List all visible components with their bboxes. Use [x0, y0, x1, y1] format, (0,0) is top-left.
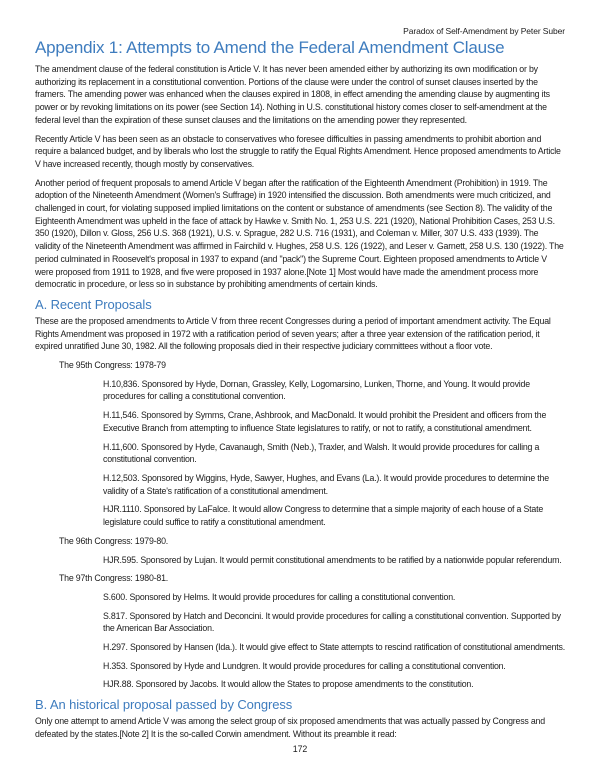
- section-b-intro: Only one attempt to amend Article V was among the select group of six proposed amendments that was actually passed by Congress and defeated by the states.[Note 2] It is the so-called Corwin amendment. Without its preamble it read:: [35, 716, 545, 739]
- page-number: 172: [292, 743, 308, 754]
- intro-paragraph-2: Recently Article V has been seen as an obstacle to conservatives who foresee difficulties in passing amendments to prohibit abortion and require a balanced budget, and by liberals who lost the struggle to ratify the Equal Rights Amendment. Hence proposed amendments to Article V have increased recently, though mostly by conservatives.: [35, 133, 561, 169]
- congress-label-97th: The 97th Congress: 1980-81.: [59, 573, 169, 584]
- proposal-item: S.600. Sponsored by Helms. It would provide procedures for calling a constitutional convention.: [103, 591, 456, 602]
- running-header: Paradox of Self-Amendment by Peter Suber: [403, 26, 565, 36]
- proposal-item: HJR.1110. Sponsored by LaFalce. It would allow Congress to determine that a simple majority of each house of a State legislature could suffice to ratify a constitutional amendment.: [103, 504, 544, 528]
- page-title: Appendix 1: Attempts to Amend the Federal Amendment Clause: [35, 38, 505, 57]
- section-a-intro: These are the proposed amendments to Article V from three recent Congresses during a period of important amendment activity. The Equal Rights Amendment was proposed in 1972 with a ratification period of seven years; after a three year extension of the ratification period, it expired unratified June 30, 1982. All the following proposals died in their respective judiciary committees without a floor vote.: [35, 315, 551, 352]
- proposal-item: H.10,836. Sponsored by Hyde, Dornan, Grassley, Kelly, Logomarsino, Lunken, Thorne, and Young. It would provide procedures for calling a constitutional convention.: [103, 378, 530, 402]
- intro-paragraph-1: The amendment clause of the federal constitution is Article V. It has never been amended either by authorizing its own modification or by authorizing its replacement in a constitutional convention. Portions of the clause were under the control of sunset clauses inserted by the framers. The amending power was enhanced when the clauses expired in 1808, in effect amending the amending clause by augmenting its power or by revoking limitations on its power (see Section 14). Nothing in U.S. constitutional history comes closer to self-amendment at the federal level than the expiration of these sunset clauses and the limitations on the amending power they represented.: [35, 64, 550, 125]
- congress-label-95th: The 95th Congress: 1978-79: [59, 360, 166, 371]
- proposal-item: H.353. Sponsored by Hyde and Lundgren. It would provide procedures for calling a constitutional convention.: [103, 660, 506, 671]
- congress-label-96th: The 96th Congress: 1979-80.: [59, 535, 169, 546]
- intro-paragraph-3: Another period of frequent proposals to amend Article V began after the ratification of the Eighteenth Amendment (Prohibition) in 1919. The adoption of the Nineteenth Amendment (Women's Suffrage) in 1920 intensified the discussion. Both amendments were much criticized, and challenged in court, for violating supposed implied limitations on the content or substance of amendments (see Section 8). The validity of the Eighteenth Amendment was upheld in the face of attack by Hawke v. Smith No. 1, 253 U.S. 221 (1920), National Prohibition Cases, 253 U.S. 350 (1920), Dillon v. Gloss, 256 U.S. 368 (1921), U.S. v. Sprague, 282 U.S. 716 (1931), and Coleman v. Miller, 307 U.S. 433 (1939). The validity of the Nineteenth Amendment was affirmed in Fairchild v. Hughes, 258 U.S. 126 (1922), and Leser v. Garnett, 258 U.S. 130 (1922). The period culminated in Roosevelt's proposal in 1937 to expand (and "pack") the Supreme Court. Eighteen proposed amendments to Article V were proposed from 1911 to 1928, and five were proposed in 1937 alone.[Note 1] Most would have made the amendment process more democratic in procedure, or less so in substance by prohibiting amendments of certain kinds.: [35, 177, 564, 290]
- proposal-item: S.817. Sponsored by Hatch and Deconcini. It would provide procedures for calling a constitutional convention. Supported by the American Bar Association.: [103, 610, 561, 634]
- proposal-item: H.12,503. Sponsored by Wiggins, Hyde, Sawyer, Hughes, and Evans (La.). It would provide procedures to determine the validity of a State's ratification of a constitutional amendment.: [103, 472, 549, 496]
- proposal-item: HJR.595. Sponsored by Lujan. It would permit constitutional amendments to be ratified by a nationwide popular referendum.: [103, 554, 562, 565]
- proposal-item: H.11,600. Sponsored by Hyde, Cavanaugh, Smith (Neb.), Traxler, and Walsh. It would provide procedures for calling a constitutional convention.: [103, 441, 540, 465]
- proposal-item: H.297. Sponsored by Hansen (Ida.). It would give effect to State attempts to rescind ratification of constitutional amendments.: [103, 642, 565, 653]
- proposal-item: H.11,546. Sponsored by Symms, Crane, Ashbrook, and MacDonald. It would prohibit the President and officers from the Executive Branch from attempting to influence State legislatures to ratify, or not to ratify, a constitutional amendment.: [103, 410, 547, 433]
- section-b-heading: B. An historical proposal passed by Congress: [35, 697, 293, 713]
- proposal-item: HJR.88. Sponsored by Jacobs. It would allow the States to propose amendments to the constitution.: [103, 679, 474, 690]
- section-a-heading: A. Recent Proposals: [35, 296, 152, 312]
